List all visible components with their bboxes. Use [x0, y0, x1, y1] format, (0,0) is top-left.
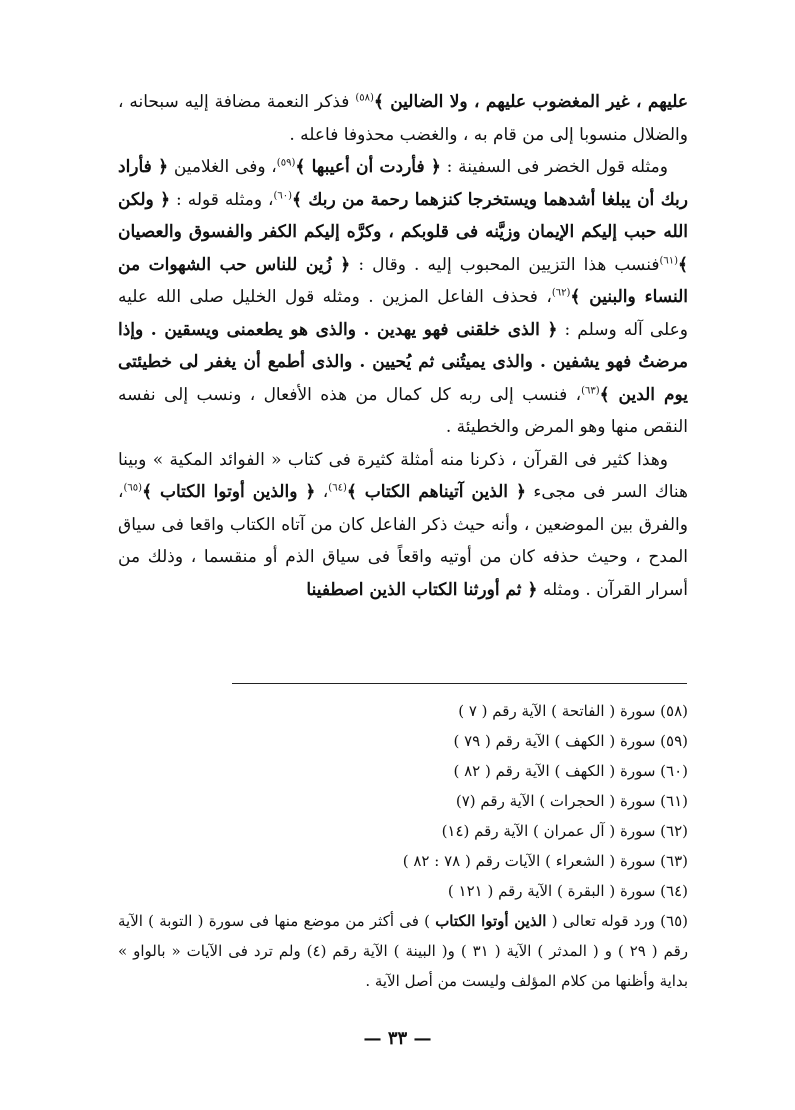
quran-quote: ﴿ الذى خلقنى فهو يهدين . والذى هو يطعمنى ويسقين . وإذا مرضتُ فهو يشفين . والذى يميتُنى ثم يُحيين . والذى أطمع أن يغفر لى خطيئتى يوم الدين ﴾: [118, 319, 688, 405]
footnote-ref: (٦٤): [328, 482, 347, 494]
footnote-63: (٦٣) سورة ( الشعراء ) الآيات رقم ( ٧٨ : ٨٢ ): [402, 852, 688, 870]
quran-quote: ﴿ الذين آتيناهم الكتاب ﴾: [346, 482, 526, 502]
body-text: ومثله قول الخضر فى السفينة :: [440, 157, 668, 177]
footnote-61: (٦١) سورة ( الحجرات ) الآية رقم (٧): [455, 792, 688, 810]
footnotes: [118, 696, 688, 996]
body-text: فنسب هذا التزيين المحبوب إليه . وقال :: [350, 254, 660, 275]
footnote-ref: (٦٠): [273, 189, 293, 201]
footnote-65-quote: الذين أوتوا الكتاب: [435, 912, 547, 930]
body-text: ، والفرق بين الموضعين ، وأنه حيث ذكر الفاعل كان من آتاه الكتاب واقعا فى سياق المدح ، وحيث حذفه كان من أوتيه واقعاً فى سياق الذم أو منقسما ، وذلك من أسرار القرآن . ومثله: [118, 482, 688, 600]
main-text: [118, 86, 688, 606]
footnote-ref: (٦٢): [551, 287, 571, 299]
quran-quote: ﴿ ولكن الله حبب إليكم الإيمان وزيَّنه فى قلوبكم ، وكرَّه إليكم الكفر والفسوق والعصيان ﴾: [118, 189, 689, 275]
body-text: ، وفى الغلامين: [168, 157, 277, 177]
quran-quote: ﴿ فأراد ربك أن يبلغا أشدهما ويستخرجا كنزهما رحمة من ربك ﴾: [118, 157, 688, 210]
quran-quote: عليهم ، غير المغضوب عليهم ، ولا الضالين ﴾: [373, 92, 688, 112]
footnote-65-start: (٦٥) ورد قوله تعالى (: [546, 912, 688, 930]
footnote-65: [118, 906, 688, 996]
footnote-ref: (٥٨): [355, 92, 374, 104]
footnote-64: (٦٤) سورة ( البقرة ) الآية رقم ( ١٢١ ): [447, 882, 688, 900]
footnote-ref: (٦١): [659, 254, 679, 266]
body-text: ، ومثله قوله :: [170, 189, 274, 210]
body-text: ، فنسب إلى ربه كل كمال من هذه الأفعال ، ونسب إلى نفسه النقص منها وهو المرض والخطيئة .: [118, 384, 688, 437]
footnote-ref: (٥٩): [276, 157, 296, 169]
paragraph-3: [118, 444, 688, 607]
quran-quote: ﴿ والذين أوتوا الكتاب ﴾: [142, 482, 316, 502]
body-text: ،: [315, 482, 329, 502]
page-number: — ٣٣ —: [363, 1028, 432, 1049]
quran-quote: ﴿ ثم أورثنا الكتاب الذين اصطفينا: [306, 579, 538, 600]
footnote-65-rest: ) فى أكثر من موضع منها فى سورة ( التوبة ) الآية رقم ( ٢٩ ) و ( المدثر ) الآية ( ٣١ ) و( البينة ) الآية رقم (٤) ولم ترد فى الآيات « بالواو » بداية وأظنها من كلام المؤلف وليست من أصل الآية .: [118, 912, 688, 990]
footnote-62: (٦٢) سورة ( آل عمران ) الآية رقم (١٤): [441, 822, 688, 840]
body-text: وهذا كثير فى القرآن ، ذكرنا منه أمثلة كثيرة فى كتاب « الفوائد المكية » وبينا هناك السر فى مجىء: [118, 449, 689, 502]
quran-quote: ﴿ زُين للناس حب الشهوات من النساء والبنين ﴾: [118, 254, 688, 307]
footnote-58: (٥٨) سورة ( الفاتحة ) الآية رقم ( ٧ ): [458, 702, 688, 720]
footnote-59: (٥٩) سورة ( الكهف ) الآية رقم ( ٧٩ ): [453, 732, 688, 750]
footnote-60: (٦٠) سورة ( الكهف ) الآية رقم ( ٨٢ ): [453, 762, 688, 780]
paragraph-1: [118, 86, 688, 151]
paragraph-2: [118, 151, 688, 444]
footnote-separator: [232, 683, 687, 684]
footnote-ref: (٦٣): [581, 384, 600, 396]
quran-quote: ﴿ فأردت أن أعيبها ﴾: [295, 157, 441, 177]
footnote-ref: (٦٥): [123, 482, 143, 494]
body-text: فذكر النعمة مضافة إليه سبحانه ، والضلال منسوبا إلى من قام به ، والغضب محذوفا فاعله .: [118, 92, 688, 145]
body-text: ، فحذف الفاعل المزين . ومثله قول الخليل صلى الله عليه وعلى آله وسلم :: [118, 287, 688, 340]
